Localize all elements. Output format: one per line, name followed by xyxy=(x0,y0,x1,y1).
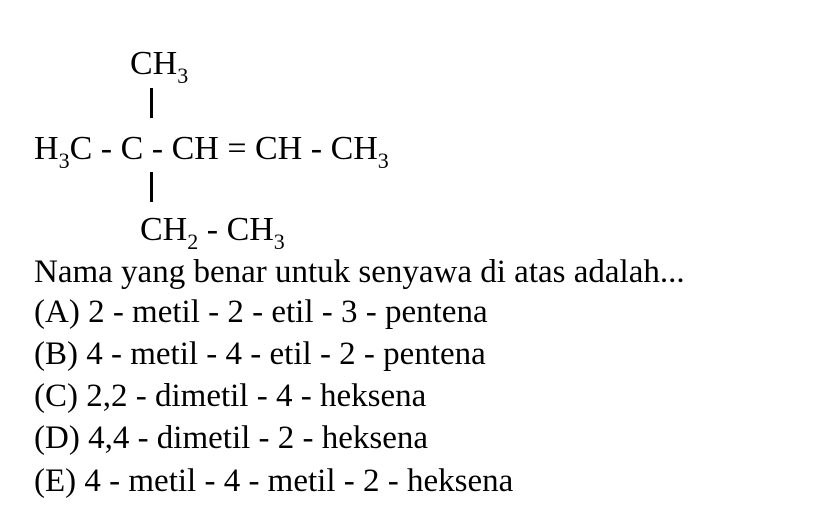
option-e: (E) 4 - metil - 4 - metil - 2 - heksena xyxy=(34,463,514,499)
ethyl-group-bottom: $CH_2 - CH_3$ xyxy=(140,211,285,254)
question-text: Nama yang benar untuk senyawa di atas adalah... xyxy=(34,254,685,290)
main-chain: $H_3C$ - C - CH = CH - $CH_3$ xyxy=(34,130,389,173)
option-b: (B) 4 - metil - 4 - etil - 2 - pentena xyxy=(34,336,486,372)
methyl-group-top: $CH_3$ xyxy=(130,45,189,88)
bond-vertical-bottom xyxy=(150,172,153,202)
option-a: (A) 2 - metil - 2 - etil - 3 - pentena xyxy=(34,294,488,330)
bond-vertical-top xyxy=(150,88,153,118)
central-carbon: C xyxy=(120,130,144,167)
option-c: (C) 2,2 - dimetil - 4 - heksena xyxy=(34,378,427,414)
option-d: (D) 4,4 - dimetil - 2 - heksena xyxy=(34,420,429,456)
